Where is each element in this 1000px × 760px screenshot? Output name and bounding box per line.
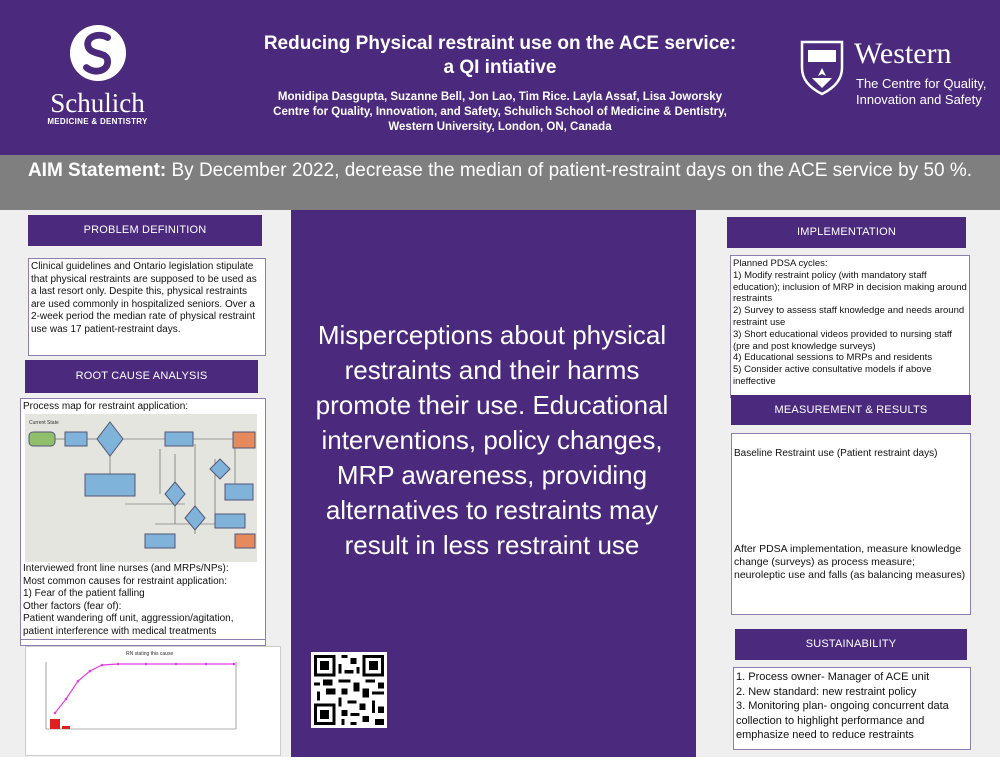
affiliation-line2: Western University, London, ON, Canada	[388, 121, 612, 133]
pdsa-item-4: 4) Educational sessions to MRPs and residents	[733, 352, 933, 364]
implementation-box	[730, 255, 970, 398]
finding-line-5: Patient wandering off unit, aggression/agitation, patient interference with medical treatments	[23, 613, 234, 637]
sustainability-item-1: 1. Process owner- Manager of ACE unit	[736, 671, 930, 683]
baseline-text: Baseline Restraint use (Patient restraint days)	[734, 448, 938, 459]
authors: Monidipa Dasgupta, Suzanne Bell, Jon Lao, Tim Rice. Layla Assaf, Lisa Joworsky	[277, 91, 723, 103]
finding-line-2: Most common causes for restraint application:	[23, 575, 227, 587]
western-shield-icon	[800, 38, 844, 96]
schulich-logo	[30, 24, 165, 134]
implementation-intro: Planned PDSA cycles:	[733, 258, 828, 269]
after-pdsa-text: After PDSA implementation, measure knowledge change (surveys) as process measure; neuroleptic use and falls (as balancing measures)	[734, 542, 966, 581]
problem-definition-text: Clinical guidelines and Ontario legislation stipulate that physical restraints are supposed to be used as a last resort only. Despite this, physical restraints are used commonly in hospitalized seniors. Over a 2-week period the median rate of physical restraint use was 17 patient-restraint days.	[31, 261, 257, 335]
affiliation-line1: Centre for Quality, Innovation, and Safety, Schulich School of Medicine & Dentistry,	[273, 106, 727, 118]
process-map-label: Process map for restraint application:	[23, 401, 189, 412]
poster-title-line1: Reducing Physical restraint use on the ACE service:	[263, 33, 737, 54]
aim-label: AIM Statement:	[27, 160, 167, 181]
pareto-bar	[50, 719, 60, 729]
pdsa-item-3: 3) Short educational videos provided to nursing staff (pre and post knowledge surveys)	[733, 328, 952, 352]
logo-right-sub1: The Centre for Quality,	[856, 76, 987, 91]
poster-title-line2: a QI intiative	[443, 57, 557, 78]
pareto-bar	[62, 726, 70, 729]
logo-right-name: Western	[854, 37, 952, 70]
sustainability-item-3: 3. Monitoring plan- ongoing concurrent data collection to highlight performance and emphasize need to reduce restraints	[736, 700, 949, 741]
aim-statement-bar	[0, 155, 1000, 210]
process-map-diagram	[25, 414, 257, 562]
center-key-message: Misperceptions about physical restraints and their harms promote their use. Educational interventions, policy changes, MRP awareness, providing alternatives to restraints may result in less restraint use	[315, 320, 669, 560]
aim-text: By December 2022, decrease the median of patient-restraint days on the ACE service by 50 %.	[166, 160, 973, 181]
logo-left-subtitle: MEDICINE & DENTISTRY	[47, 117, 148, 126]
measurement-heading: MEASUREMENT & RESULTS	[731, 395, 971, 425]
root-cause-findings	[20, 563, 266, 640]
qr-code-icon	[311, 652, 387, 728]
finding-line-1: Interviewed front line nurses (and MRPs/NPs):	[23, 563, 229, 574]
western-logo	[800, 38, 990, 118]
pareto-cumulative-line	[55, 664, 234, 713]
finding-line-4: Other factors (fear of):	[23, 600, 122, 612]
logo-left-name: Schulich	[50, 88, 145, 118]
title-block	[200, 32, 800, 135]
pareto-title: RN stating this cause	[126, 651, 174, 657]
logo-right-sub2: Innovation and Safety	[856, 92, 982, 107]
pdsa-item-5: 5) Consider active consultative models if above ineffective	[733, 364, 932, 387]
sustainability-box	[733, 667, 971, 750]
pdsa-item-1: 1) Modify restraint policy (with mandatory staff education); inclusion of MRP in decision making around restraints	[733, 269, 967, 305]
finding-line-3: 1) Fear of the patient falling	[23, 588, 145, 599]
sustainability-item-2: 2. New standard: new restraint policy	[736, 685, 917, 698]
sustainability-heading: SUSTAINABILITY	[735, 629, 967, 660]
root-cause-heading: ROOT CAUSE ANALYSIS	[25, 360, 258, 393]
pdsa-item-2: 2) Survey to assess staff knowledge and needs around restraint use	[733, 305, 965, 328]
qr-code[interactable]	[311, 652, 387, 728]
process-map-title: Current State	[29, 420, 59, 426]
measurement-box	[731, 433, 971, 615]
problem-definition-box	[28, 258, 266, 356]
schulich-s-icon	[69, 24, 127, 82]
problem-definition-heading: PROBLEM DEFINITION	[28, 215, 262, 246]
pareto-chart	[25, 646, 281, 756]
implementation-heading: IMPLEMENTATION	[727, 217, 966, 248]
process-map-image	[25, 414, 257, 562]
poster-header	[0, 0, 1000, 155]
